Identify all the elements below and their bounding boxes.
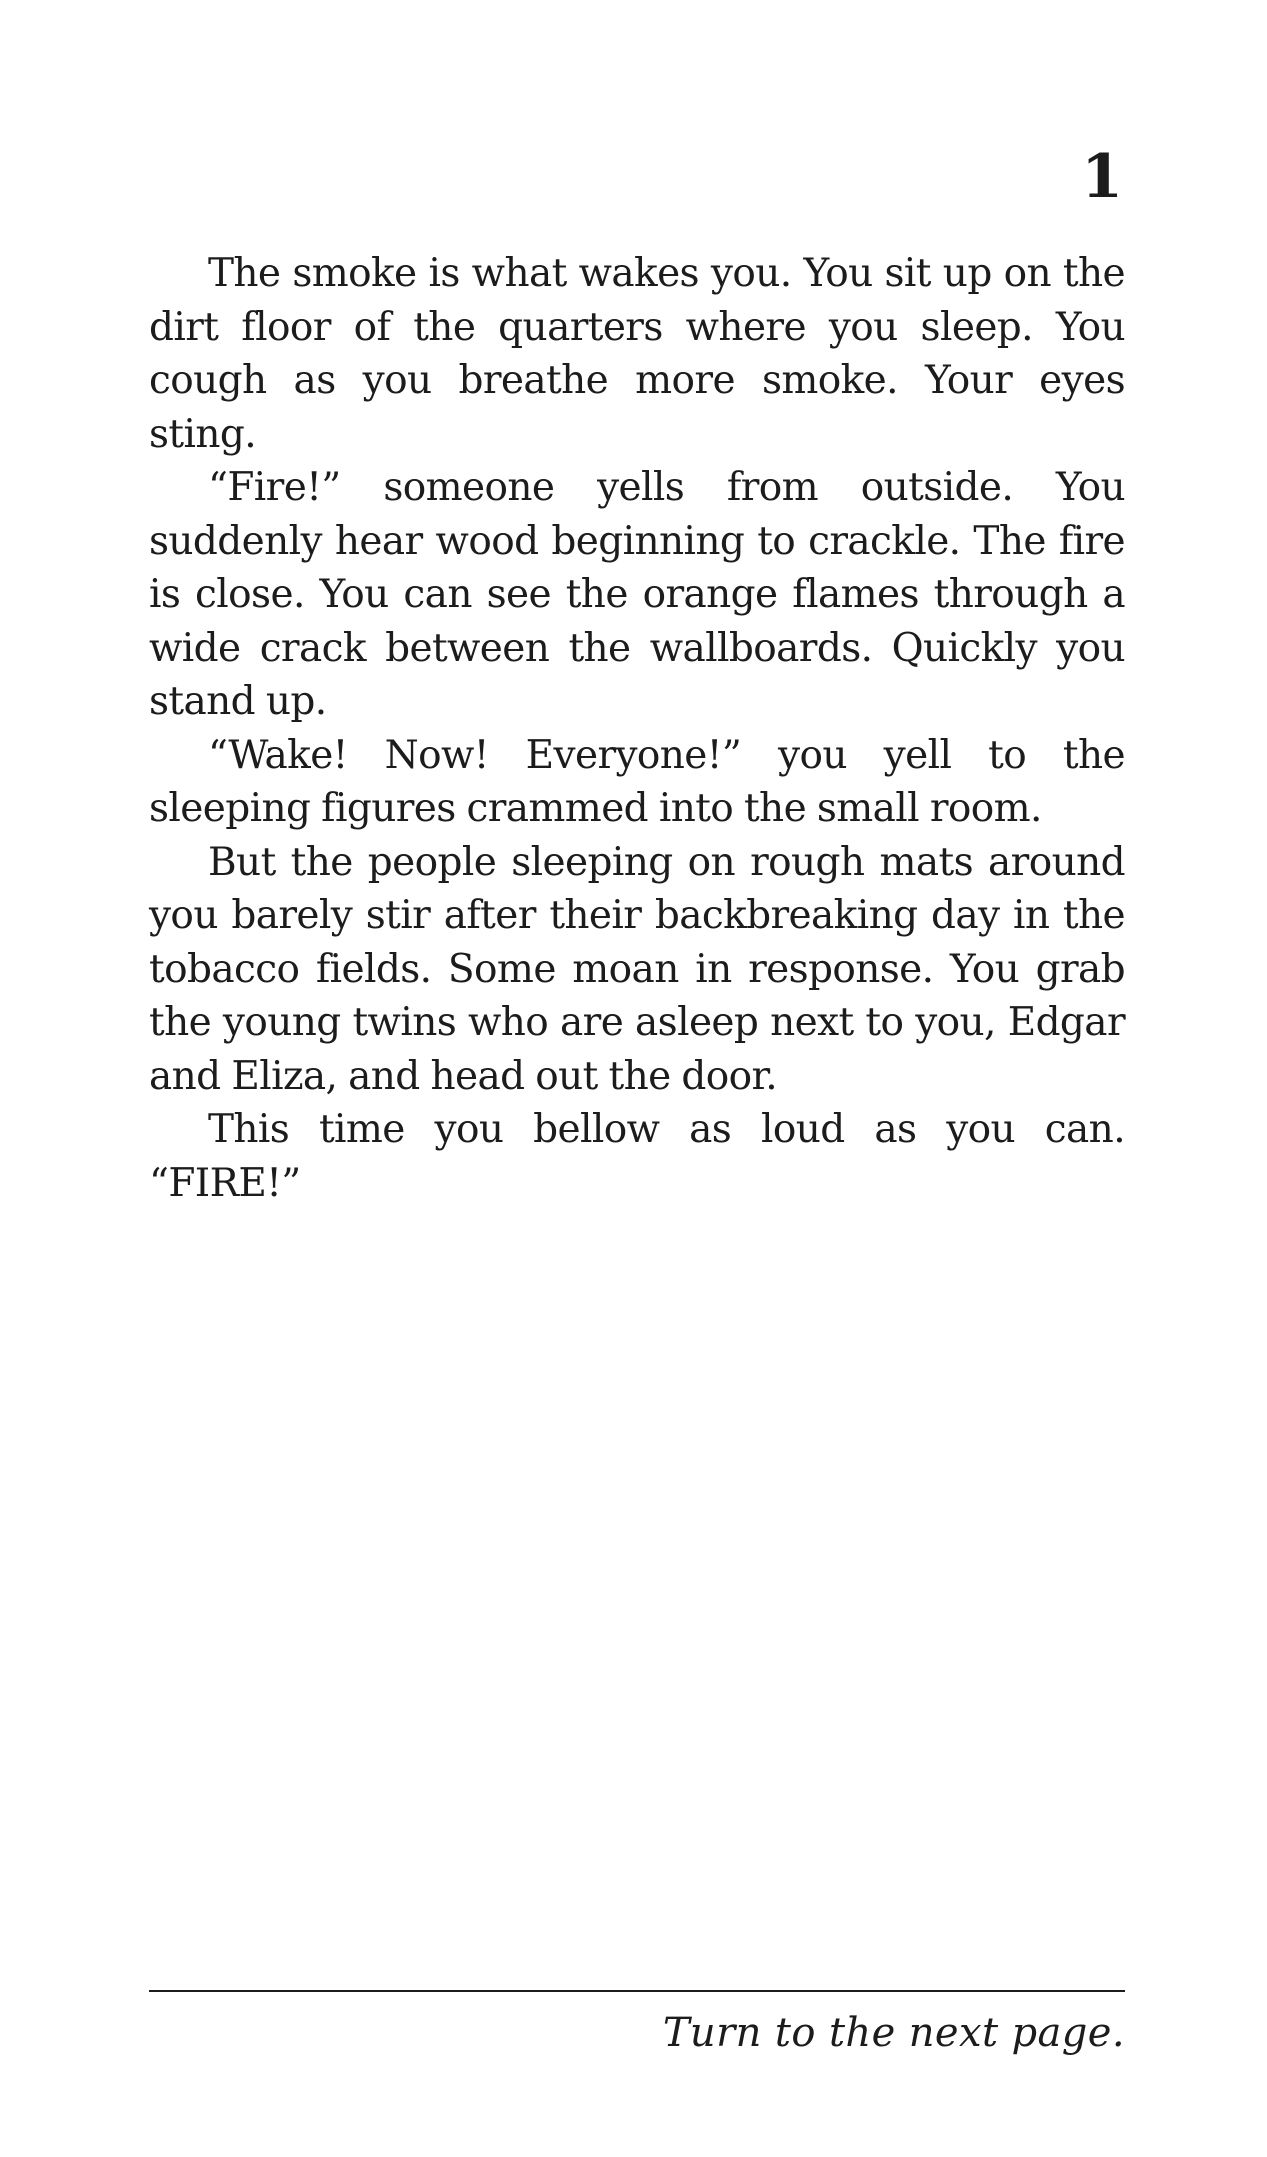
footer-divider [149,1990,1125,1992]
page-number: 1 [1081,142,1123,212]
paragraph: But the people sleeping on rough mats around you barely stir after their backbreaking day in the tobacco fields. Some moan in response. You grab the young twins who are asleep next to you, Edgar and Eliza, and head out the door. [149,839,1125,1099]
paragraph: “Fire!” someone yells from outside. You suddenly hear wood beginning to crackle. The fire is close. You can see the orange flames through a wide crack between the wallboards. Quickly you stand up. [149,465,1125,724]
paragraph: “Wake! Now! Everyone!” you yell to the sleeping figures crammed into the small room. [149,732,1125,831]
paragraph: This time you bellow as loud as you can. “FIRE!” [149,1107,1125,1206]
paragraph: The smoke is what wakes you. You sit up on the dirt floor of the quarters where you sleep. You cough as you breathe more smoke. Your eyes sting. [149,251,1125,457]
body-text [149,247,1125,1210]
turn-page-note: Turn to the next page. [662,2010,1125,2056]
